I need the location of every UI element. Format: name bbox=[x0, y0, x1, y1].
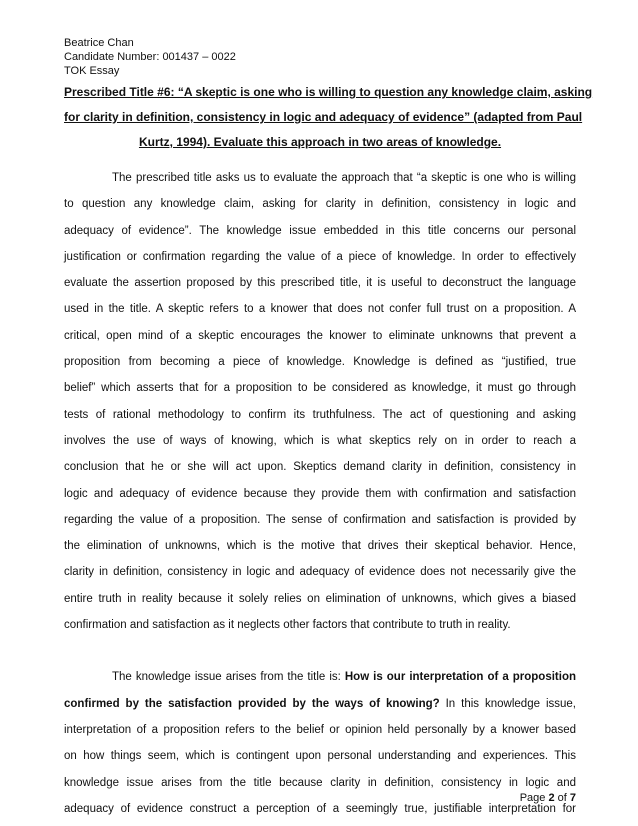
paragraph-line: clarity in definition, consistency in logic and adequacy of evidence does not necessarily give the bbox=[64, 566, 576, 579]
paragraph-line: logic and adequacy of evidence because they provide them with confirmation and satisfaction bbox=[64, 487, 576, 500]
knowledge-issue-question-part-1: How is our interpretation of a proposition bbox=[344, 671, 576, 684]
paragraph-line: evaluate the assertion proposed by this prescribed title, it is useful to deconstruct the language bbox=[64, 277, 576, 290]
paragraph-line: proposition from becoming a piece of knowledge. Knowledge is defined as “justified, true bbox=[64, 356, 576, 369]
paragraph-line: The prescribed title asks us to evaluate the approach that “a skeptic is one who is willing bbox=[112, 172, 576, 184]
paragraph-line: adequacy of evidence”. The knowledge issue embedded in this title concerns our personal bbox=[64, 224, 576, 237]
paragraph-2 bbox=[64, 664, 576, 822]
paragraph-line: tests of rational methodology to confirm its truthfulness. The act of questioning and asking bbox=[64, 408, 576, 421]
paragraph-line: used in the title. A skeptic refers to a knower that does not confer full trust on a proposition. A bbox=[64, 303, 576, 316]
paragraph-1 bbox=[64, 165, 576, 638]
paragraph-line: to question any knowledge claim, asking for clarity in definition, consistency in logic and bbox=[64, 198, 576, 211]
essay-body bbox=[64, 165, 576, 822]
title-line-2: for clarity in definition, consistency in logic and adequacy of evidence” (adapted from Paul bbox=[64, 110, 583, 124]
title-line-3: Kurtz, 1994). Evaluate this approach in two areas of knowledge. bbox=[138, 135, 502, 149]
title-line-1: Prescribed Title #6: “A skeptic is one who is willing to question any knowledge claim, asking bbox=[64, 85, 593, 99]
course-label: TOK Essay bbox=[64, 65, 120, 77]
paragraph-line bbox=[64, 691, 576, 717]
knowledge-issue-lead: The knowledge issue arises from the title is: bbox=[112, 671, 345, 684]
page-total: 7 bbox=[569, 792, 576, 804]
paragraph-line: belief” which asserts that for a proposition to be considered as knowledge, it must go through bbox=[64, 382, 576, 395]
knowledge-issue-question-part-2: confirmed by the satisfaction provided by the ways of knowing? bbox=[64, 697, 440, 710]
page-of-label: of bbox=[554, 792, 570, 804]
document-header bbox=[64, 36, 236, 78]
paragraph-line: conclusion that he or she will act upon. Skeptics demand clarity in definition, consistency in bbox=[64, 461, 576, 474]
paragraph-line: adequacy of evidence construct a perception of a seemingly true, justifiable interpretation for bbox=[64, 802, 576, 815]
paragraph-line: the elimination of unknowns, which is the motive that drives their skeptical behavior. Hence, bbox=[64, 540, 576, 553]
page-number: 2 bbox=[548, 792, 555, 804]
paragraph-line: on how things seem, which is contingent upon personal understanding and experiences. This bbox=[64, 750, 576, 763]
paragraph-line: regarding the value of a proposition. The sense of confirmation and satisfaction is provided by bbox=[64, 513, 576, 526]
page-label: Page bbox=[519, 792, 549, 804]
paragraph-line: involves the use of ways of knowing, which is what skeptics rely on in order to reach a bbox=[64, 434, 576, 447]
knowledge-issue-continuation: In this knowledge issue, bbox=[439, 697, 576, 710]
page-footer bbox=[520, 791, 576, 805]
paragraph-line: entire truth in reality because it solely relies on elimination of unknowns, which gives a biased bbox=[64, 592, 576, 605]
author-name: Beatrice Chan bbox=[64, 37, 134, 49]
paragraph-line: knowledge issue arises from the title because clarity in definition, consistency in logic and bbox=[64, 776, 576, 789]
paragraph-line: critical, open mind of a skeptic encourages the knower to eliminate unknowns that prevent a bbox=[64, 329, 576, 342]
paragraph-line: confirmation and satisfaction as it neglects other factors that contribute to truth in reality. bbox=[64, 619, 511, 632]
candidate-number: Candidate Number: 001437 – 0022 bbox=[64, 51, 236, 63]
paragraph-line: interpretation of a proposition refers to the belief or opinion held personally by a knower based bbox=[64, 723, 576, 736]
paragraph-line: justification or confirmation regarding the value of a piece of knowledge. In order to effectively bbox=[64, 250, 576, 263]
essay-title bbox=[64, 80, 593, 155]
paragraph-line bbox=[64, 664, 576, 690]
